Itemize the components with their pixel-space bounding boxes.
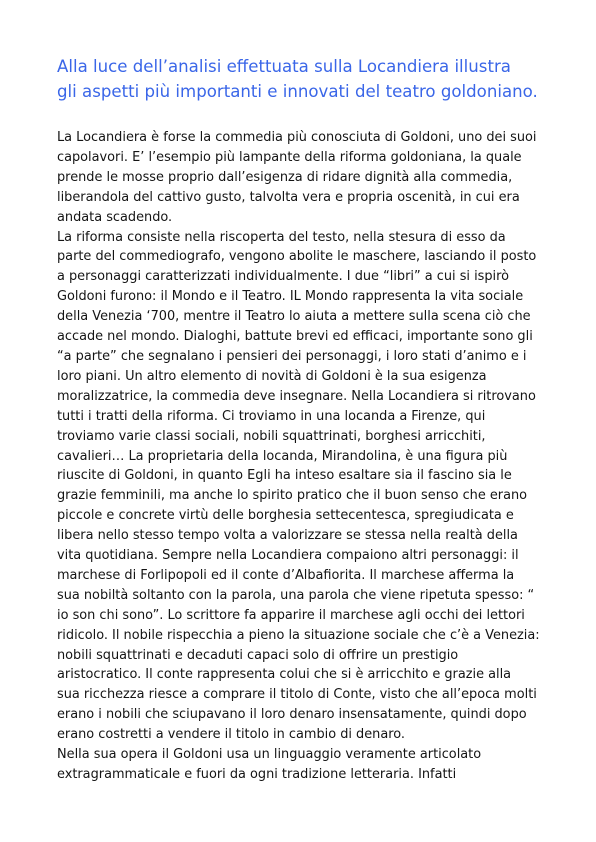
body-line: vita quotidiana. Sempre nella Locandiera compaiono altri personaggi: il <box>57 548 519 564</box>
title-line: Alla luce dell’analisi effettuata sulla Locandiera illustra <box>57 57 511 76</box>
body-line: loro piani. Un altro elemento di novità di Goldoni è la sua esigenza <box>57 368 487 384</box>
body-line: erano i nobili che sciupavano il loro denaro insensatamente, quindi dopo <box>57 707 527 723</box>
body-line: moralizzatrice, la commedia deve insegnare. Nella Locandiera si ritrovano <box>57 388 536 404</box>
body-line: capolavori. E’ l’esempio più lampante della riforma goldoniana, la quale <box>57 149 522 165</box>
body-line: La riforma consiste nella riscoperta del testo, nella stesura di esso da <box>57 229 506 245</box>
body-line: ridicolo. Il nobile rispecchia a pieno la situazione sociale che c’è a Venezia: <box>57 627 540 643</box>
body-line: erano costretti a vendere il titolo in cambio di denaro. <box>57 727 406 743</box>
body-line: extragrammaticale e fuori da ogni tradizione letteraria. Infatti <box>57 767 457 782</box>
body-line: prende le mosse proprio dall’esigenza di ridare dignità alla commedia, <box>57 169 513 185</box>
body-line: Nella sua opera il Goldoni usa un linguaggio veramente articolato <box>57 747 482 763</box>
body-line: troviamo varie classi sociali, nobili squattrinati, borghesi arricchiti, <box>57 428 486 444</box>
body-line: grazie femminili, ma anche lo spirito pratico che il buon senso che erano <box>57 488 528 504</box>
body-line: accade nel mondo. Dialoghi, battute brevi ed efficaci, importante sono gli <box>57 329 533 345</box>
body-line: aristocratico. Il conte rappresenta colui che si è arricchito e grazie alla <box>57 667 512 683</box>
body-line: a personaggi caratterizzati individualmente. I due “libri” a cui si ispirò <box>57 269 510 285</box>
document-body <box>57 128 557 785</box>
body-line: parte del commediografo, vengono abolite le maschere, lasciando il posto <box>57 249 537 265</box>
body-line: marchese di Forlipopoli ed il conte d’Albafiorita. Il marchese afferma la <box>57 567 515 583</box>
body-line: “a parte” che segnalano i pensieri dei personaggi, i loro stati d’animo e i <box>57 348 527 364</box>
body-line: nobili squattrinati e decaduti capaci solo di offrire un prestigio <box>57 647 459 663</box>
body-line: Goldoni furono: il Mondo e il Teatro. IL Mondo rappresenta la vita sociale <box>57 289 524 305</box>
document-title <box>57 55 557 104</box>
body-line: piccole e concrete virtù delle borghesia settecentesca, spregiudicata e <box>57 508 514 524</box>
body-line: libera nello stesso tempo volta a valorizzare se stessa nella realtà della <box>57 528 518 544</box>
body-line: liberandola del cattivo gusto, talvolta vera e propria oscenità, in cui era <box>57 189 520 205</box>
body-line: io son chi sono”. Lo scrittore fa apparire il marchese agli occhi dei lettori <box>57 607 525 623</box>
title-line: gli aspetti più importanti e innovati del teatro goldoniano. <box>57 81 538 101</box>
body-line: della Venezia ‘700, mentre il Teatro lo aiuta a mettere sulla scena ciò che <box>57 309 531 325</box>
body-line: La Locandiera è forse la commedia più conosciuta di Goldoni, uno dei suoi <box>57 130 537 145</box>
body-line: tutti i tratti della riforma. Ci troviamo in una locanda a Firenze, qui <box>57 408 486 424</box>
body-line: riuscite di Goldoni, in quanto Egli ha inteso esaltare sia il fascino sia le <box>57 468 512 484</box>
body-line: cavalieri… La proprietaria della locanda, Mirandolina, è una figura più <box>57 448 508 464</box>
body-line: sua ricchezza riesce a comprare il titolo di Conte, visto che all’epoca molti <box>57 687 537 703</box>
body-line: andata scadendo. <box>57 209 173 225</box>
body-line: sua nobiltà soltanto con la parola, una parola che viene ripetuta spesso: “ <box>57 587 535 603</box>
